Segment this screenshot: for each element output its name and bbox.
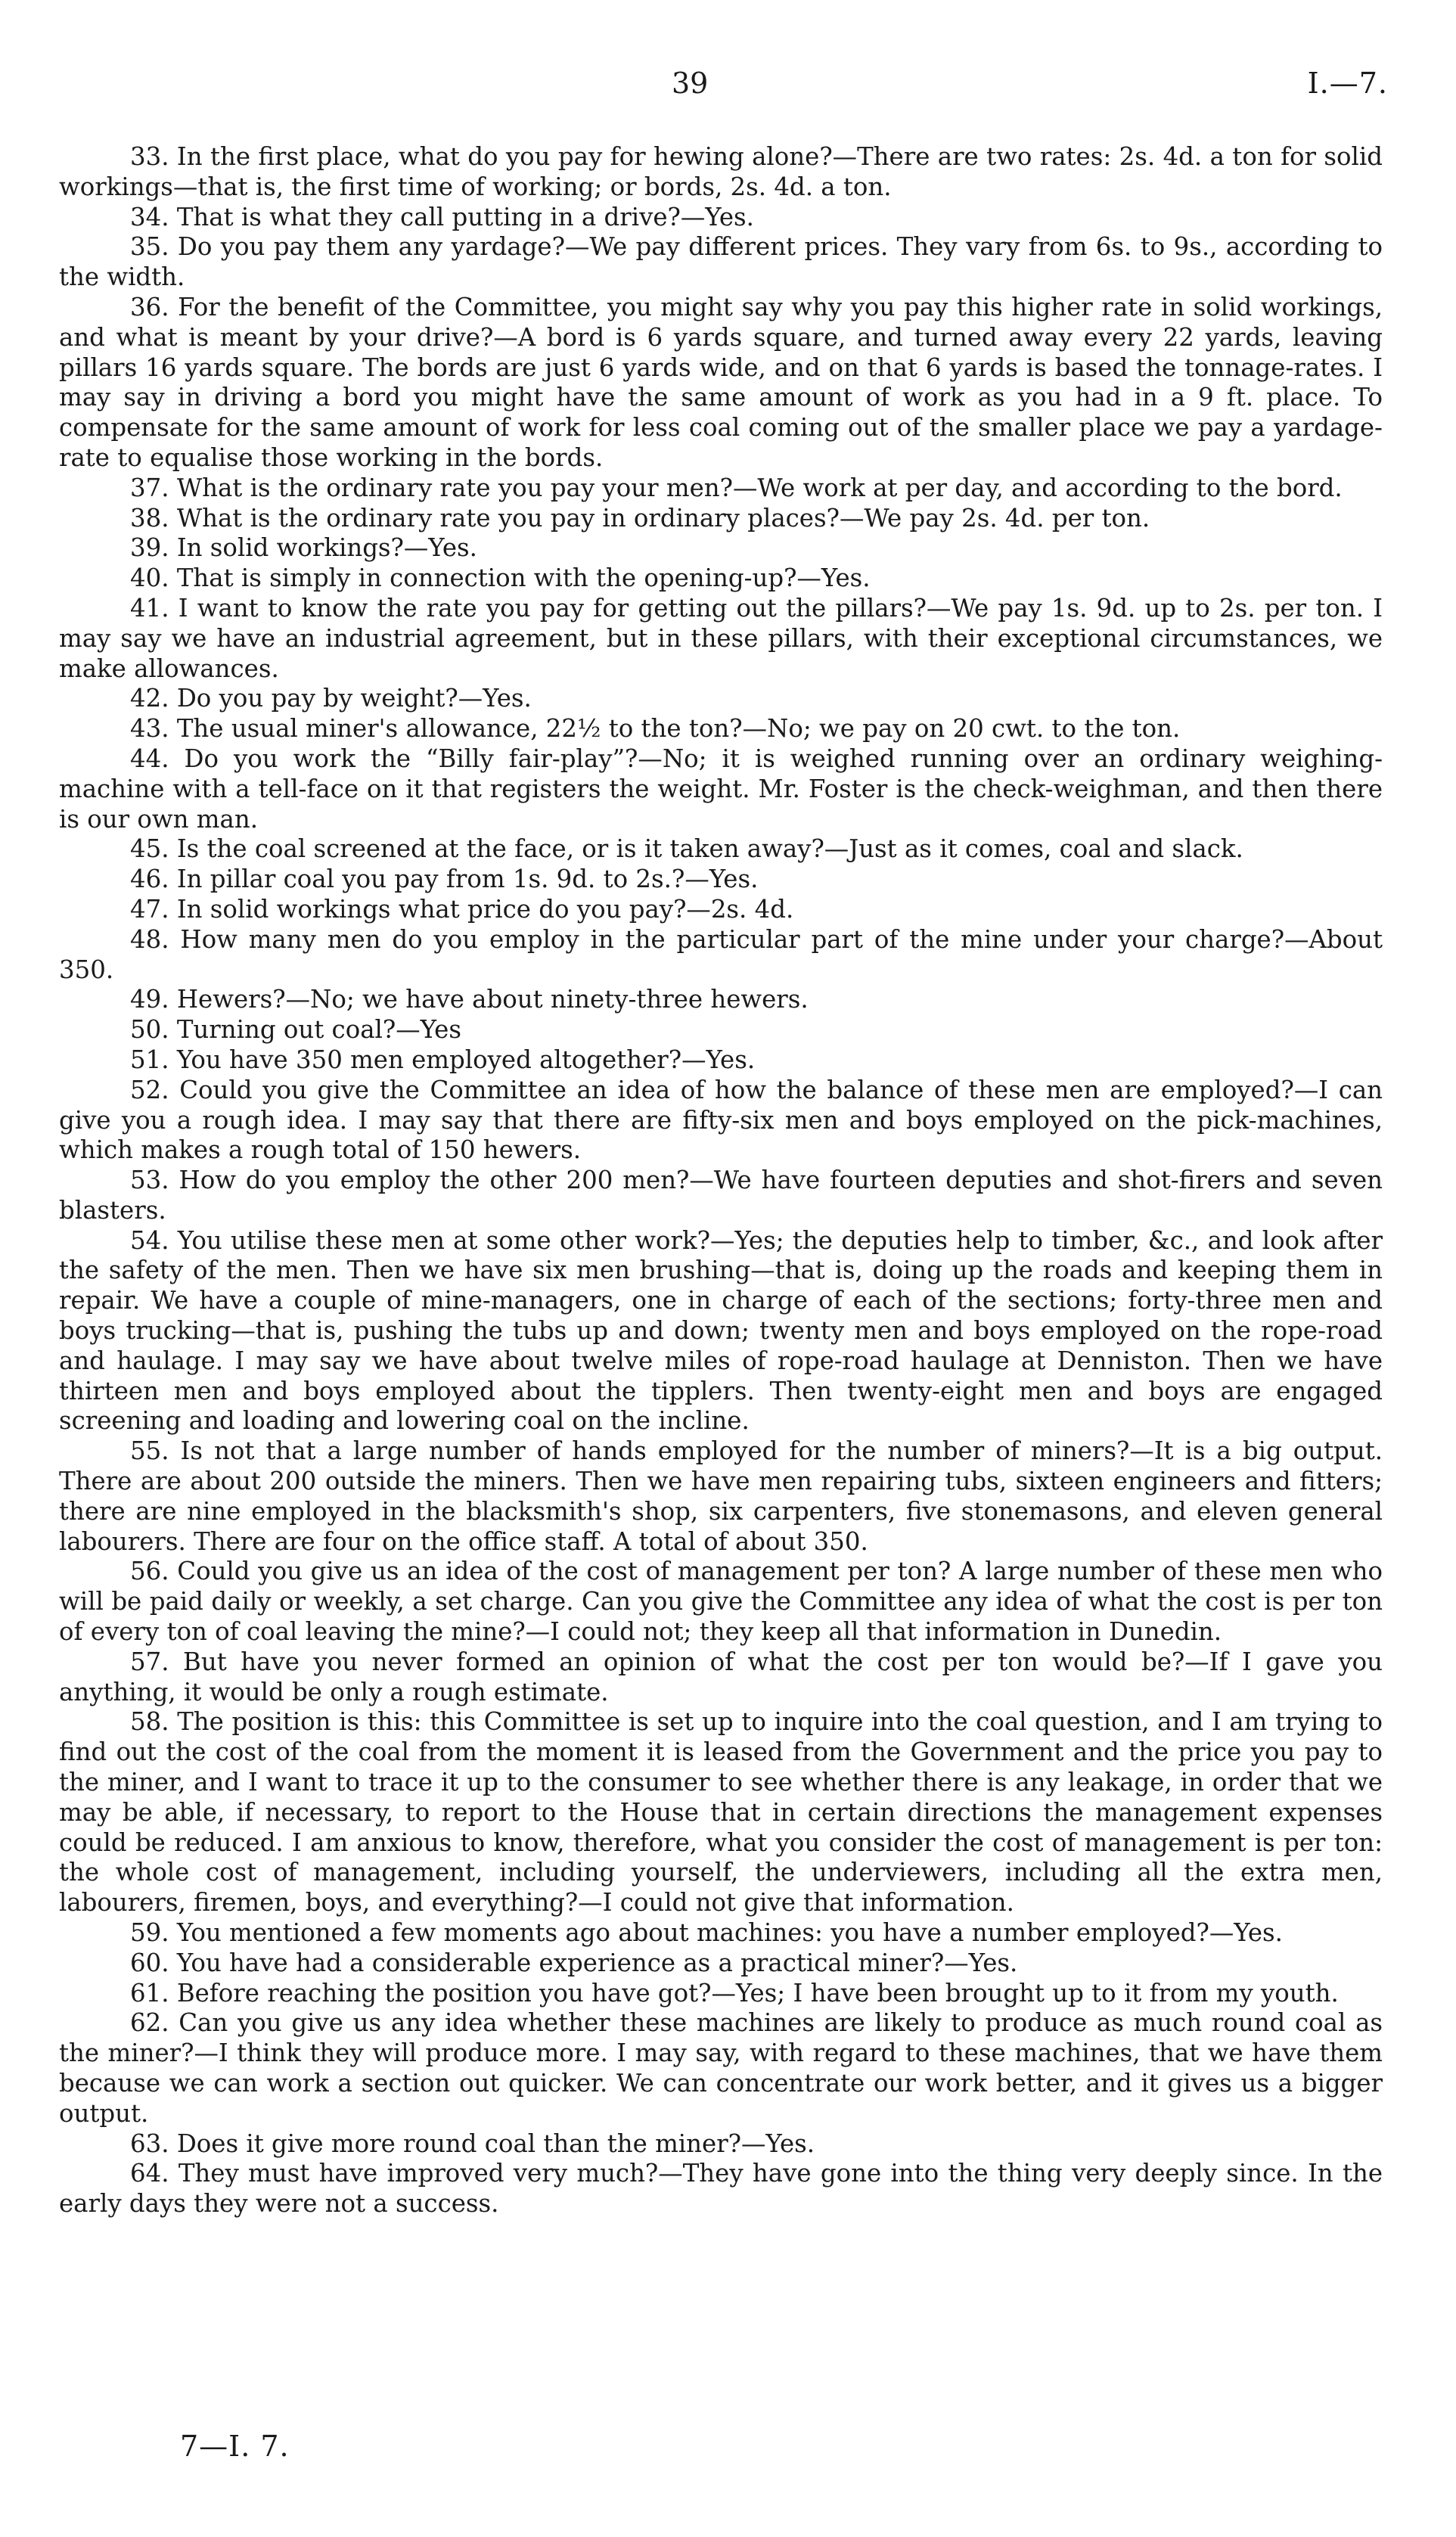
question-answer-paragraph (59, 744, 1383, 834)
question-answer-paragraph (59, 834, 1383, 865)
question-answer-text: The position is this: this Committee is set up to inquire into the coal question, and I am trying to find out the cost of the coal from the moment it is leased from the Government and the price you pay to the miner, and I want to trace it up to the consumer to see whether there is any leakage, in order that we may be able, if necessary, to report to the House that in certain directions the management expenses could be reduced. I am anxious to know, therefore, what you consider the cost of management is per ton: the whole cost of management, including yourself, the underviewers, including all the extra men, labourers, firemen, boys, and everything?—I could not give that information. (59, 1707, 1383, 1918)
question-answer-text: Is not that a large number of hands employed for the number of miners?—It is a big output. There are about 200 outside the miners. Then we have men repairing tubs, sixteen engineers and fitters; there are nine employed in the blacksmith's shop, six carpenters, five stonemasons, and eleven general labourers. There are four on the office staff. A total of about 350. (59, 1436, 1383, 1556)
question-answer-paragraph (59, 1076, 1383, 1166)
question-number: 59. (130, 1918, 169, 1948)
question-answer-text: That is simply in connection with the opening-up?—Yes. (176, 564, 871, 593)
question-answer-text: In the first place, what do you pay for hewing alone?—There are two rates: 2s. 4d. a ton for solid workings—that is, the first time of working; or bords, 2s. 4d. a ton. (59, 142, 1383, 201)
question-answer-text: Does it give more round coal than the miner?—Yes. (176, 2129, 815, 2158)
question-number: 48. (130, 924, 169, 954)
question-number: 57. (130, 1647, 169, 1676)
question-answer-paragraph (59, 232, 1383, 293)
question-number: 34. (130, 202, 169, 231)
question-number: 33. (130, 142, 169, 171)
document-reference: I.—7. (1307, 67, 1388, 100)
question-number: 61. (130, 1978, 169, 2008)
question-number: 41. (130, 593, 169, 623)
question-answer-paragraph (59, 504, 1383, 534)
question-answer-paragraph (59, 925, 1383, 986)
page-number: 39 (672, 67, 709, 100)
question-answer-paragraph (59, 1707, 1383, 1918)
question-answer-text: In solid workings?—Yes. (176, 533, 477, 563)
question-answer-paragraph (59, 1436, 1383, 1557)
question-number: 45. (130, 834, 169, 864)
question-answer-text: I want to know the rate you pay for getting out the pillars?—We pay 1s. 9d. up to 2s. per ton. I may say we have an industrial agreement, but in these pillars, with their exceptional circumstances, we make allowances. (59, 593, 1383, 683)
evidence-transcript (59, 142, 1383, 2219)
question-answer-text: Do you work the “Billy fair-play”?—No; it is weighed running over an ordinary weighing-machine with a tell-face on it that registers the weight. Mr. Foster is the check-weighman, and then there is our own man. (59, 744, 1383, 834)
question-answer-paragraph (59, 1918, 1383, 1949)
question-answer-text: In solid workings what price do you pay?—2s. 4d. (176, 894, 794, 924)
question-answer-paragraph (59, 1979, 1383, 2009)
question-answer-paragraph (59, 895, 1383, 925)
question-number: 44. (130, 744, 169, 773)
question-number: 46. (130, 865, 169, 894)
question-number: 51. (130, 1045, 169, 1074)
question-number: 54. (130, 1225, 169, 1255)
question-number: 39. (130, 533, 169, 563)
question-answer-text: Could you give us an idea of the cost of management per ton? A large number of these men who will be paid daily or weekly, a set charge. Can you give the Committee any idea of what the cost is per ton of every ton of coal leaving the mine?—I could not; they keep all that information in Dunedin. (59, 1557, 1383, 1647)
question-answer-text: The usual miner's allowance, 22½ to the ton?—No; we pay on 20 cwt. to the ton. (176, 714, 1181, 744)
page-header (0, 67, 1456, 112)
question-number: 53. (130, 1166, 169, 1195)
question-number: 56. (130, 1557, 169, 1586)
question-answer-text: How many men do you employ in the particular part of the mine under your charge?—About 350. (59, 924, 1383, 984)
question-answer-paragraph (59, 2008, 1383, 2129)
question-answer-paragraph (59, 1226, 1383, 1437)
question-answer-paragraph (59, 1045, 1383, 1076)
question-answer-text: Could you give the Committee an idea of how the balance of these men are employed?—I can give you a rough idea. I may say that there are fifty-six men and boys employed on the pick-machines, which makes a rough total of 150 hewers. (59, 1075, 1383, 1165)
question-answer-paragraph (59, 142, 1383, 203)
question-number: 43. (130, 714, 169, 744)
question-number: 52. (130, 1075, 169, 1104)
question-number: 63. (130, 2129, 169, 2158)
question-answer-text: In pillar coal you pay from 1s. 9d. to 2s.?—Yes. (176, 865, 759, 894)
question-answer-paragraph (59, 474, 1383, 504)
question-answer-text: Do you pay them any yardage?—We pay different prices. They vary from 6s. to 9s., according to the width. (59, 232, 1383, 292)
question-number: 36. (130, 292, 169, 321)
question-answer-paragraph (59, 1949, 1383, 1979)
question-answer-text: You utilise these men at some other work?—Yes; the deputies help to timber, &c., and look after the safety of the men. Then we have six men brushing—that is, doing up the roads and keeping them in repair. We have a couple of mine-managers, one in charge of each of the sections; forty-three men and boys trucking—that is, pushing the tubs up and down; twenty men and boys employed on the rope-road and haulage. I may say we have about twelve miles of rope-road haulage at Denniston. Then we have thirteen men and boys employed about the tipplers. Then twenty-eight men and boys are engaged screening and loading and lowering coal on the incline. (59, 1225, 1383, 1436)
question-answer-paragraph (59, 1015, 1383, 1045)
question-number: 55. (130, 1436, 169, 1466)
question-number: 42. (130, 684, 169, 713)
question-answer-paragraph (59, 714, 1383, 744)
question-answer-paragraph (59, 865, 1383, 895)
question-answer-text: You have had a considerable experience as a practical miner?—Yes. (176, 1948, 1018, 1977)
question-number: 47. (130, 894, 169, 924)
question-number: 50. (130, 1015, 169, 1045)
printer-signature-mark: 7—I. 7. (180, 2430, 290, 2463)
question-answer-paragraph (59, 2159, 1383, 2219)
question-number: 58. (130, 1707, 169, 1737)
question-number: 40. (130, 564, 169, 593)
question-answer-paragraph (59, 533, 1383, 564)
question-answer-text: Turning out coal?—Yes (176, 1015, 461, 1045)
question-answer-paragraph (59, 1557, 1383, 1647)
question-number: 49. (130, 985, 169, 1014)
question-number: 37. (130, 473, 169, 502)
question-answer-paragraph (59, 203, 1383, 233)
question-answer-paragraph (59, 2129, 1383, 2160)
question-number: 62. (130, 2008, 169, 2038)
question-number: 64. (130, 2159, 169, 2188)
question-answer-paragraph (59, 684, 1383, 714)
question-answer-text: Before reaching the position you have got?—Yes; I have been brought up to it from my youth. (176, 1978, 1339, 2008)
question-answer-paragraph (59, 293, 1383, 474)
question-number: 35. (130, 232, 169, 262)
question-answer-text: Can you give us any idea whether these machines are likely to produce as much round coal as the miner?—I think they will produce more. I may say, with regard to these machines, that we have them because we can work a section out quicker. We can concentrate our work better, and it gives us a bigger output. (59, 2008, 1383, 2128)
question-answer-text: Is the coal screened at the face, or is it taken away?—Just as it comes, coal and slack. (176, 834, 1243, 864)
question-answer-text: That is what they call putting in a drive?—Yes. (176, 202, 754, 231)
question-answer-text: They must have improved very much?—They have gone into the thing very deeply since. In the early days they were not a success. (59, 2159, 1383, 2219)
question-answer-text: Do you pay by weight?—Yes. (176, 684, 532, 713)
question-answer-text: For the benefit of the Committee, you might say why you pay this higher rate in solid workings, and what is meant by your drive?—A bord is 6 yards square, and turned away every 22 yards, leaving pillars 16 yards square. The bords are just 6 yards wide, and on that 6 yards is based the tonnage-rates. I may say in driving a bord you might have the same amount of work as you had in a 9 ft. place. To compensate for the same amount of work for less coal coming out of the smaller place we pay a yardage-rate to equalise those working in the bords. (59, 292, 1383, 472)
question-answer-paragraph (59, 985, 1383, 1015)
question-answer-text: Hewers?—No; we have about ninety-three hewers. (176, 985, 809, 1014)
question-answer-text: But have you never formed an opinion of what the cost per ton would be?—If I gave you anything, it would be only a rough estimate. (59, 1647, 1383, 1706)
question-answer-paragraph (59, 594, 1383, 684)
question-answer-paragraph (59, 1166, 1383, 1226)
question-answer-text: How do you employ the other 200 men?—We have fourteen deputies and shot-firers and seven blasters. (59, 1166, 1383, 1225)
question-number: 38. (130, 503, 169, 533)
question-answer-text: What is the ordinary rate you pay in ordinary places?—We pay 2s. 4d. per ton. (176, 503, 1150, 533)
question-answer-paragraph (59, 564, 1383, 594)
question-answer-text: You have 350 men employed altogether?—Yes. (176, 1045, 756, 1074)
question-answer-text: What is the ordinary rate you pay your men?—We work at per day, and according to the bord. (176, 473, 1343, 502)
question-answer-text: You mentioned a few moments ago about machines: you have a number employed?—Yes. (176, 1918, 1283, 1948)
question-number: 60. (130, 1948, 169, 1977)
question-answer-paragraph (59, 1647, 1383, 1708)
